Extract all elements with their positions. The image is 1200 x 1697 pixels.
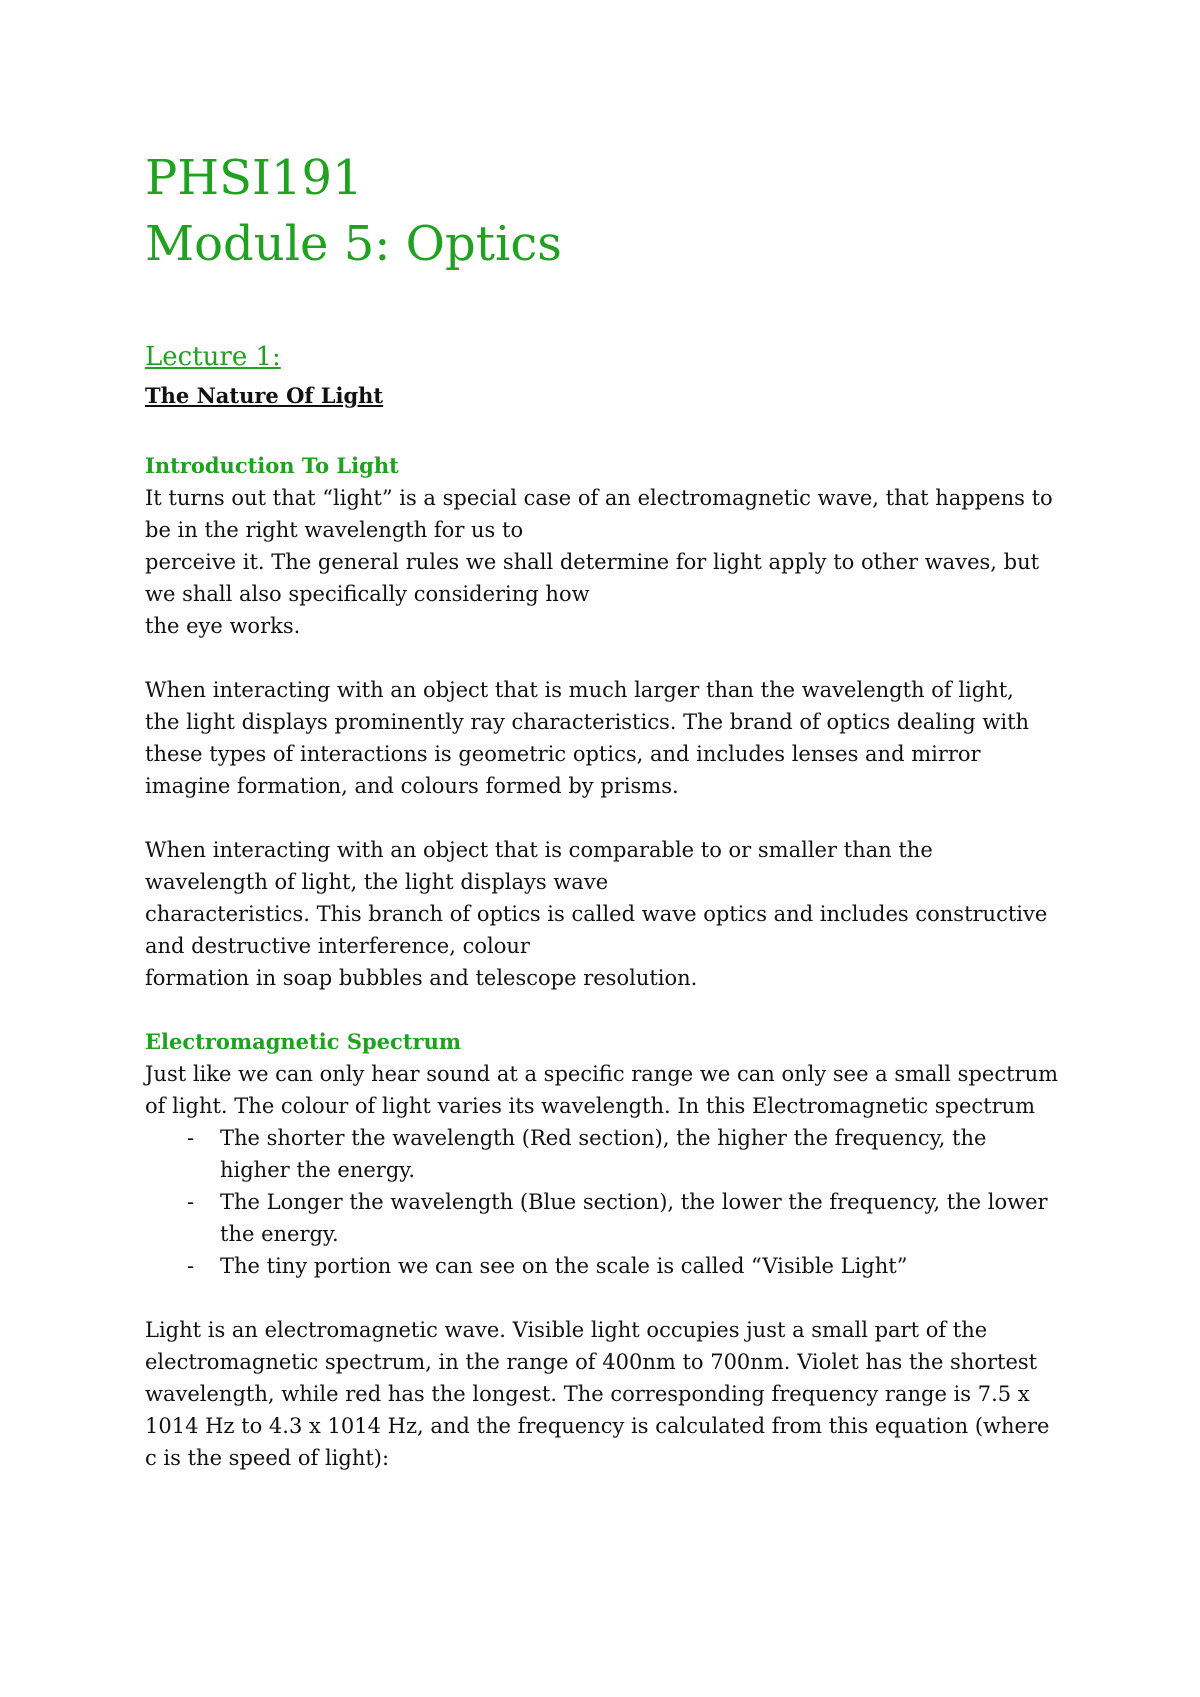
- spectrum-line: of light. The colour of light varies its wavelength. In this Electromagnetic spectrum: [145, 1094, 1036, 1118]
- intro-paragraph-3-line: wavelength of light, the light displays wave: [145, 870, 609, 894]
- bullet-line: the energy.: [220, 1222, 339, 1246]
- list-item: [145, 1122, 1075, 1186]
- bullet-line: The Longer the wavelength (Blue section), the lower the frequency, the lower: [220, 1190, 1048, 1214]
- intro-heading: Introduction To Light: [145, 453, 399, 478]
- bullet-dash: -: [187, 1126, 195, 1150]
- lecture-topic: The Nature Of Light: [145, 383, 384, 408]
- spectrum-paragraph-2-line: c is the speed of light):: [145, 1446, 390, 1470]
- module-title: Module 5: Optics: [145, 216, 562, 272]
- intro-paragraph-3-line: characteristics. This branch of optics is called wave optics and includes constructive: [145, 902, 1048, 926]
- lecture-label: Lecture 1:: [145, 342, 281, 372]
- bullet-line: The tiny portion we can see on the scale is called “Visible Light”: [220, 1254, 908, 1278]
- list-item: [145, 1186, 1075, 1250]
- spectrum-paragraph-2-line: electromagnetic spectrum, in the range of 400nm to 700nm. Violet has the shortest: [145, 1350, 1038, 1374]
- intro-line: be in the right wavelength for us to: [145, 518, 524, 542]
- intro-section: [145, 450, 1075, 1474]
- bullet-dash: -: [187, 1190, 195, 1214]
- intro-line: It turns out that “light” is a special case of an electromagnetic wave, that happens to: [145, 486, 1053, 510]
- bullet-dash: -: [187, 1254, 195, 1278]
- bullet-line: higher the energy.: [220, 1158, 416, 1182]
- spectrum-heading: Electromagnetic Spectrum: [145, 1029, 462, 1054]
- intro-line: we shall also specifically considering how: [145, 582, 590, 606]
- intro-paragraph-3-line: When interacting with an object that is comparable to or smaller than the: [145, 838, 933, 862]
- spectrum-paragraph-2-line: Light is an electromagnetic wave. Visible light occupies just a small part of the: [145, 1318, 988, 1342]
- bullet-line: The shorter the wavelength (Red section), the higher the frequency, the: [220, 1126, 987, 1150]
- intro-paragraph-2-line: imagine formation, and colours formed by prisms.: [145, 774, 679, 798]
- intro-paragraph-2-line: When interacting with an object that is much larger than the wavelength of light,: [145, 678, 1014, 702]
- spectrum-bullet-list: [145, 1122, 1075, 1282]
- list-item: [145, 1250, 1075, 1282]
- spectrum-line: Just like we can only hear sound at a specific range we can only see a small spectrum: [145, 1062, 1059, 1086]
- intro-paragraph-2-line: the light displays prominently ray characteristics. The brand of optics dealing with: [145, 710, 1030, 734]
- spectrum-paragraph-2-line: 1014 Hz to 4.3 x 1014 Hz, and the frequency is calculated from this equation (where: [145, 1414, 1050, 1438]
- intro-paragraph-3-line: formation in soap bubbles and telescope resolution.: [145, 966, 698, 990]
- spectrum-paragraph-2-line: wavelength, while red has the longest. The corresponding frequency range is 7.5 x: [145, 1382, 1030, 1406]
- intro-line: perceive it. The general rules we shall determine for light apply to other waves, but: [145, 550, 1040, 574]
- intro-paragraph-2-line: these types of interactions is geometric optics, and includes lenses and mirror: [145, 742, 981, 766]
- course-code-title: PHSI191: [145, 150, 363, 206]
- intro-line: the eye works.: [145, 614, 301, 638]
- intro-paragraph-3-line: and destructive interference, colour: [145, 934, 530, 958]
